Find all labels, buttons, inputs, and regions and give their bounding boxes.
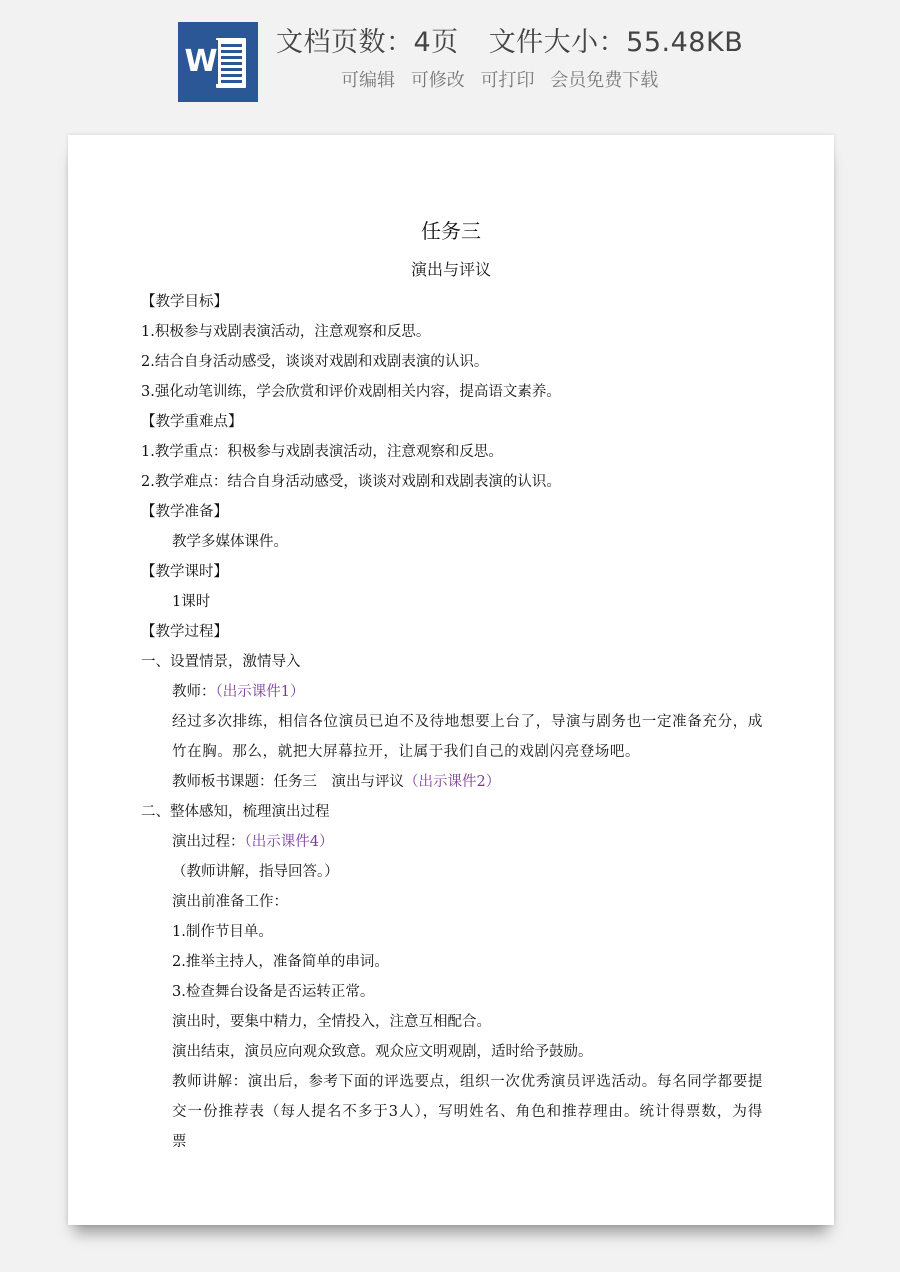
section-heading: 【教学课时】 [141,564,228,580]
section-heading: 【教学目标】 [141,294,228,310]
document-lines-graphic [216,38,246,88]
feature-printable: 可打印 [480,70,535,91]
list-item: 1.积极参与戏剧表演活动，注意观察和反思。 [141,324,431,340]
page-count-label: 文档页数：4页 [276,27,459,58]
paragraph: 演出前准备工作： [172,894,288,910]
document-subtitle: 演出与评议 [410,260,491,279]
feature-member-download: 会员免费下载 [550,70,659,91]
feature-modifiable: 可修改 [410,70,465,91]
subsection-heading: 一、设置情景，激情导入 [141,654,301,670]
file-size-label: 文件大小：55.48KB [488,27,744,58]
paragraph-text: 教师： [172,684,216,700]
paragraph: 演出结束，演员应向观众致意。观众应文明观剧，适时给予鼓励。 [172,1044,593,1060]
document-page [68,135,834,1225]
section-heading: 【教学准备】 [141,504,228,520]
paragraph: 教学多媒体课件。 [172,534,288,550]
paragraph [141,827,763,857]
document-body [141,287,763,1157]
list-item: 3.检查舞台设备是否运转正常。 [172,984,375,1000]
slide-note: （出示课件1） [215,684,305,700]
paragraph-text: 演出过程： [172,834,245,850]
list-item: 1.教学重点：积极参与戏剧表演活动，注意观察和反思。 [141,444,503,460]
paragraph: 演出时，要集中精力，全情投入，注意互相配合。 [172,1014,491,1030]
list-item: 2.教学难点：结合自身活动感受，谈谈对戏剧和戏剧表演的认识。 [141,474,561,490]
paragraph [141,677,763,707]
list-item: 1.制作节目单。 [172,924,273,940]
list-item: 3.强化动笔训练，学会欣赏和评价戏剧相关内容，提高语文素养。 [141,384,561,400]
paragraph: 经过多次排练，相信各位演员已迫不及待地想要上台了，导演与剧务也一定准备充分，成竹在胸。那么，就把大屏幕拉开，让属于我们自己的戏剧闪亮登场吧。 [172,714,763,760]
paragraph: 教师讲解：演出后，参考下面的评选要点，组织一次优秀演员评选活动。每名同学都要提交一份推荐表（每人提名不多于3人），写明姓名、角色和推荐理由。统计得票数，为得票 [172,1074,763,1150]
document-title: 任务三 [421,219,481,243]
paragraph [141,767,763,797]
section-heading: 【教学重难点】 [141,414,243,430]
word-document-icon [178,22,258,102]
feature-editable: 可编辑 [341,70,395,91]
slide-note: （出示课件2） [404,774,501,790]
subsection-heading: 二、整体感知，梳理演出过程 [141,804,330,820]
file-info [276,20,743,59]
paragraph-text: 教师板书课题：任务三 演出与评议 [172,774,404,790]
word-letter: W [184,40,218,84]
list-item: 2.结合自身活动感受，谈谈对戏剧和戏剧表演的认识。 [141,354,489,370]
paragraph: 1课时 [172,594,211,610]
slide-note: （出示课件4） [244,834,334,850]
download-banner [0,0,900,120]
feature-list [341,66,658,92]
paragraph: （教师讲解，指导回答。） [172,864,339,880]
list-item: 2.推举主持人，准备简单的串词。 [172,954,389,970]
section-heading: 【教学过程】 [141,624,228,640]
